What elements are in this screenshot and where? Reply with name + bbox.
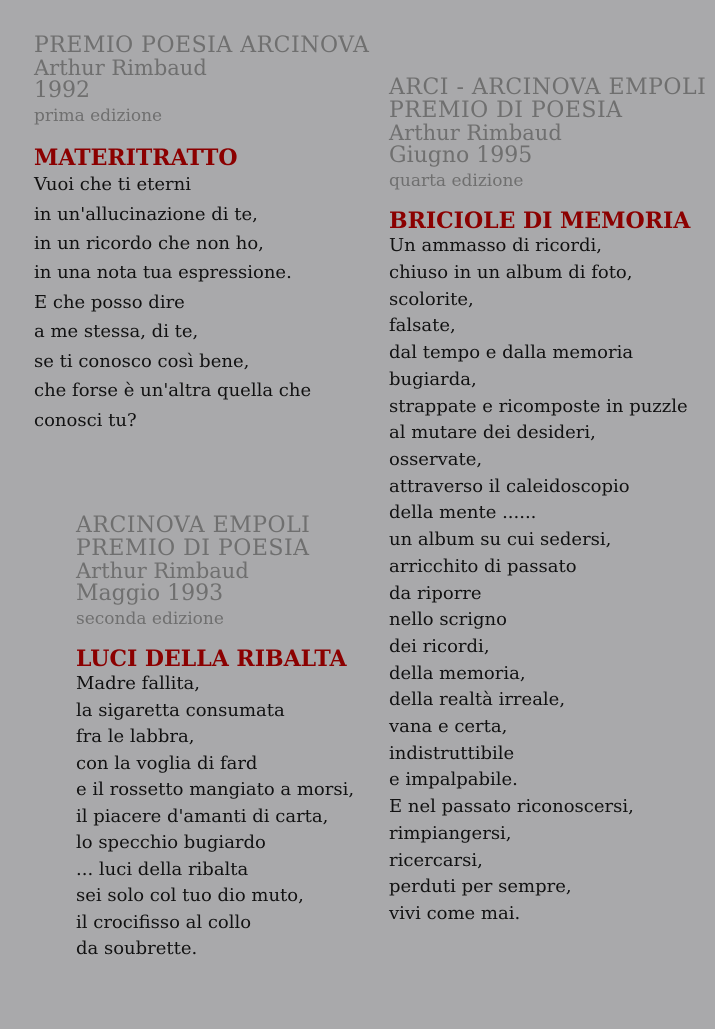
- poem-line: a me stessa, di te,: [34, 321, 199, 343]
- poem-line: il piacere d'amanti di carta,: [76, 805, 329, 827]
- poem-line: E che posso dire: [34, 291, 185, 313]
- poem-title: BRICIOLE DI MEMORIA: [389, 208, 691, 235]
- poem-line: perduti per sempre,: [389, 876, 572, 898]
- poem-block-briciole-di-memoria: [389, 76, 706, 928]
- poem-line: fra le labbra,: [76, 726, 195, 748]
- prize-name-line2: PREMIO DI POESIA: [389, 98, 623, 124]
- poem-line: un album su cui sedersi,: [389, 529, 612, 551]
- poem-line: E nel passato riconoscersi,: [389, 796, 634, 818]
- poem-title: MATERITRATTO: [34, 145, 238, 172]
- edition-label: quarta edizione: [389, 171, 524, 192]
- poem-line: in un'allucinazione di te,: [34, 203, 258, 225]
- prize-date: Maggio 1993: [76, 581, 224, 607]
- poem-text: [389, 233, 706, 927]
- edition-label: prima edizione: [34, 106, 163, 127]
- poem-line: arricchito di passato: [389, 555, 577, 577]
- poem-line: della realtà irreale,: [389, 689, 566, 711]
- poem-line: Madre fallita,: [76, 673, 201, 695]
- poem-line: conosci tu?: [34, 409, 137, 431]
- poem-text: [34, 170, 369, 435]
- poem-line: in un ricordo che non ho,: [34, 233, 264, 255]
- poem-line: bugiarda,: [389, 368, 477, 390]
- poem-line: indistruttibile: [389, 742, 515, 764]
- poem-line: della memoria,: [389, 662, 526, 684]
- poem-line: sei solo col tuo dio muto,: [76, 885, 304, 907]
- prize-name-line1: ARCI - ARCINOVA EMPOLI: [389, 75, 707, 100]
- poem-line: ricercarsi,: [389, 849, 483, 871]
- edition-label: seconda edizione: [76, 609, 224, 630]
- poem-line: attraverso il caleidoscopio: [389, 475, 630, 497]
- poem-line: dei ricordi,: [389, 635, 490, 657]
- poem-block-luci-della-ribalta: [76, 514, 354, 963]
- poem-line: strappate e ricomposte in puzzle: [389, 395, 688, 417]
- poem-line: e impalpabile.: [389, 769, 518, 791]
- author-name: Arthur Rimbaud: [389, 121, 562, 146]
- poem-line: osservate,: [389, 448, 483, 470]
- poem-title: LUCI DELLA RIBALTA: [76, 646, 347, 673]
- prize-date: 1992: [34, 78, 90, 104]
- poem-line: falsate,: [389, 315, 456, 337]
- poem-line: il crocifisso al collo: [76, 911, 252, 933]
- poem-line: che forse è un'altra quella che: [34, 380, 312, 402]
- poem-line: al mutare dei desideri,: [389, 422, 596, 444]
- poem-line: Vuoi che ti eterni: [34, 174, 192, 196]
- prize-date: Giugno 1995: [389, 143, 533, 169]
- author-name: Arthur Rimbaud: [34, 56, 207, 81]
- poem-line: nello scrigno: [389, 609, 507, 631]
- prize-name-line1: ARCINOVA EMPOLI: [76, 513, 311, 538]
- poem-line: la sigaretta consumata: [76, 699, 285, 721]
- poem-line: in una nota tua espressione.: [34, 262, 292, 284]
- poem-line: della mente ......: [389, 502, 537, 524]
- poem-line: Un ammasso di ricordi,: [389, 235, 603, 257]
- poem-header: [76, 514, 354, 629]
- poem-line: rimpiangersi,: [389, 822, 512, 844]
- poem-line: scolorite,: [389, 288, 474, 310]
- poem-line: lo specchio bugiardo: [76, 832, 266, 854]
- poem-line: e il rossetto mangiato a morsi,: [76, 779, 355, 801]
- poem-header: [389, 76, 706, 191]
- poem-line: da riporre: [389, 582, 482, 604]
- poem-line: da soubrette.: [76, 938, 198, 960]
- poem-text: [76, 671, 354, 963]
- poem-line: vivi come mai.: [389, 902, 521, 924]
- author-name: Arthur Rimbaud: [76, 559, 249, 584]
- poem-line: chiuso in un album di foto,: [389, 262, 633, 284]
- poem-block-materitratto: [34, 34, 369, 435]
- poem-line: con la voglia di fard: [76, 752, 258, 774]
- poem-line: se ti conosco così bene,: [34, 350, 250, 372]
- prize-name-line2: PREMIO DI POESIA: [76, 536, 310, 562]
- prize-name: PREMIO POESIA ARCINOVA: [34, 33, 370, 58]
- poem-header: [34, 34, 369, 126]
- poem-line: vana e certa,: [389, 716, 508, 738]
- poem-line: dal tempo e dalla memoria: [389, 342, 634, 364]
- poem-line: ... luci della ribalta: [76, 858, 249, 880]
